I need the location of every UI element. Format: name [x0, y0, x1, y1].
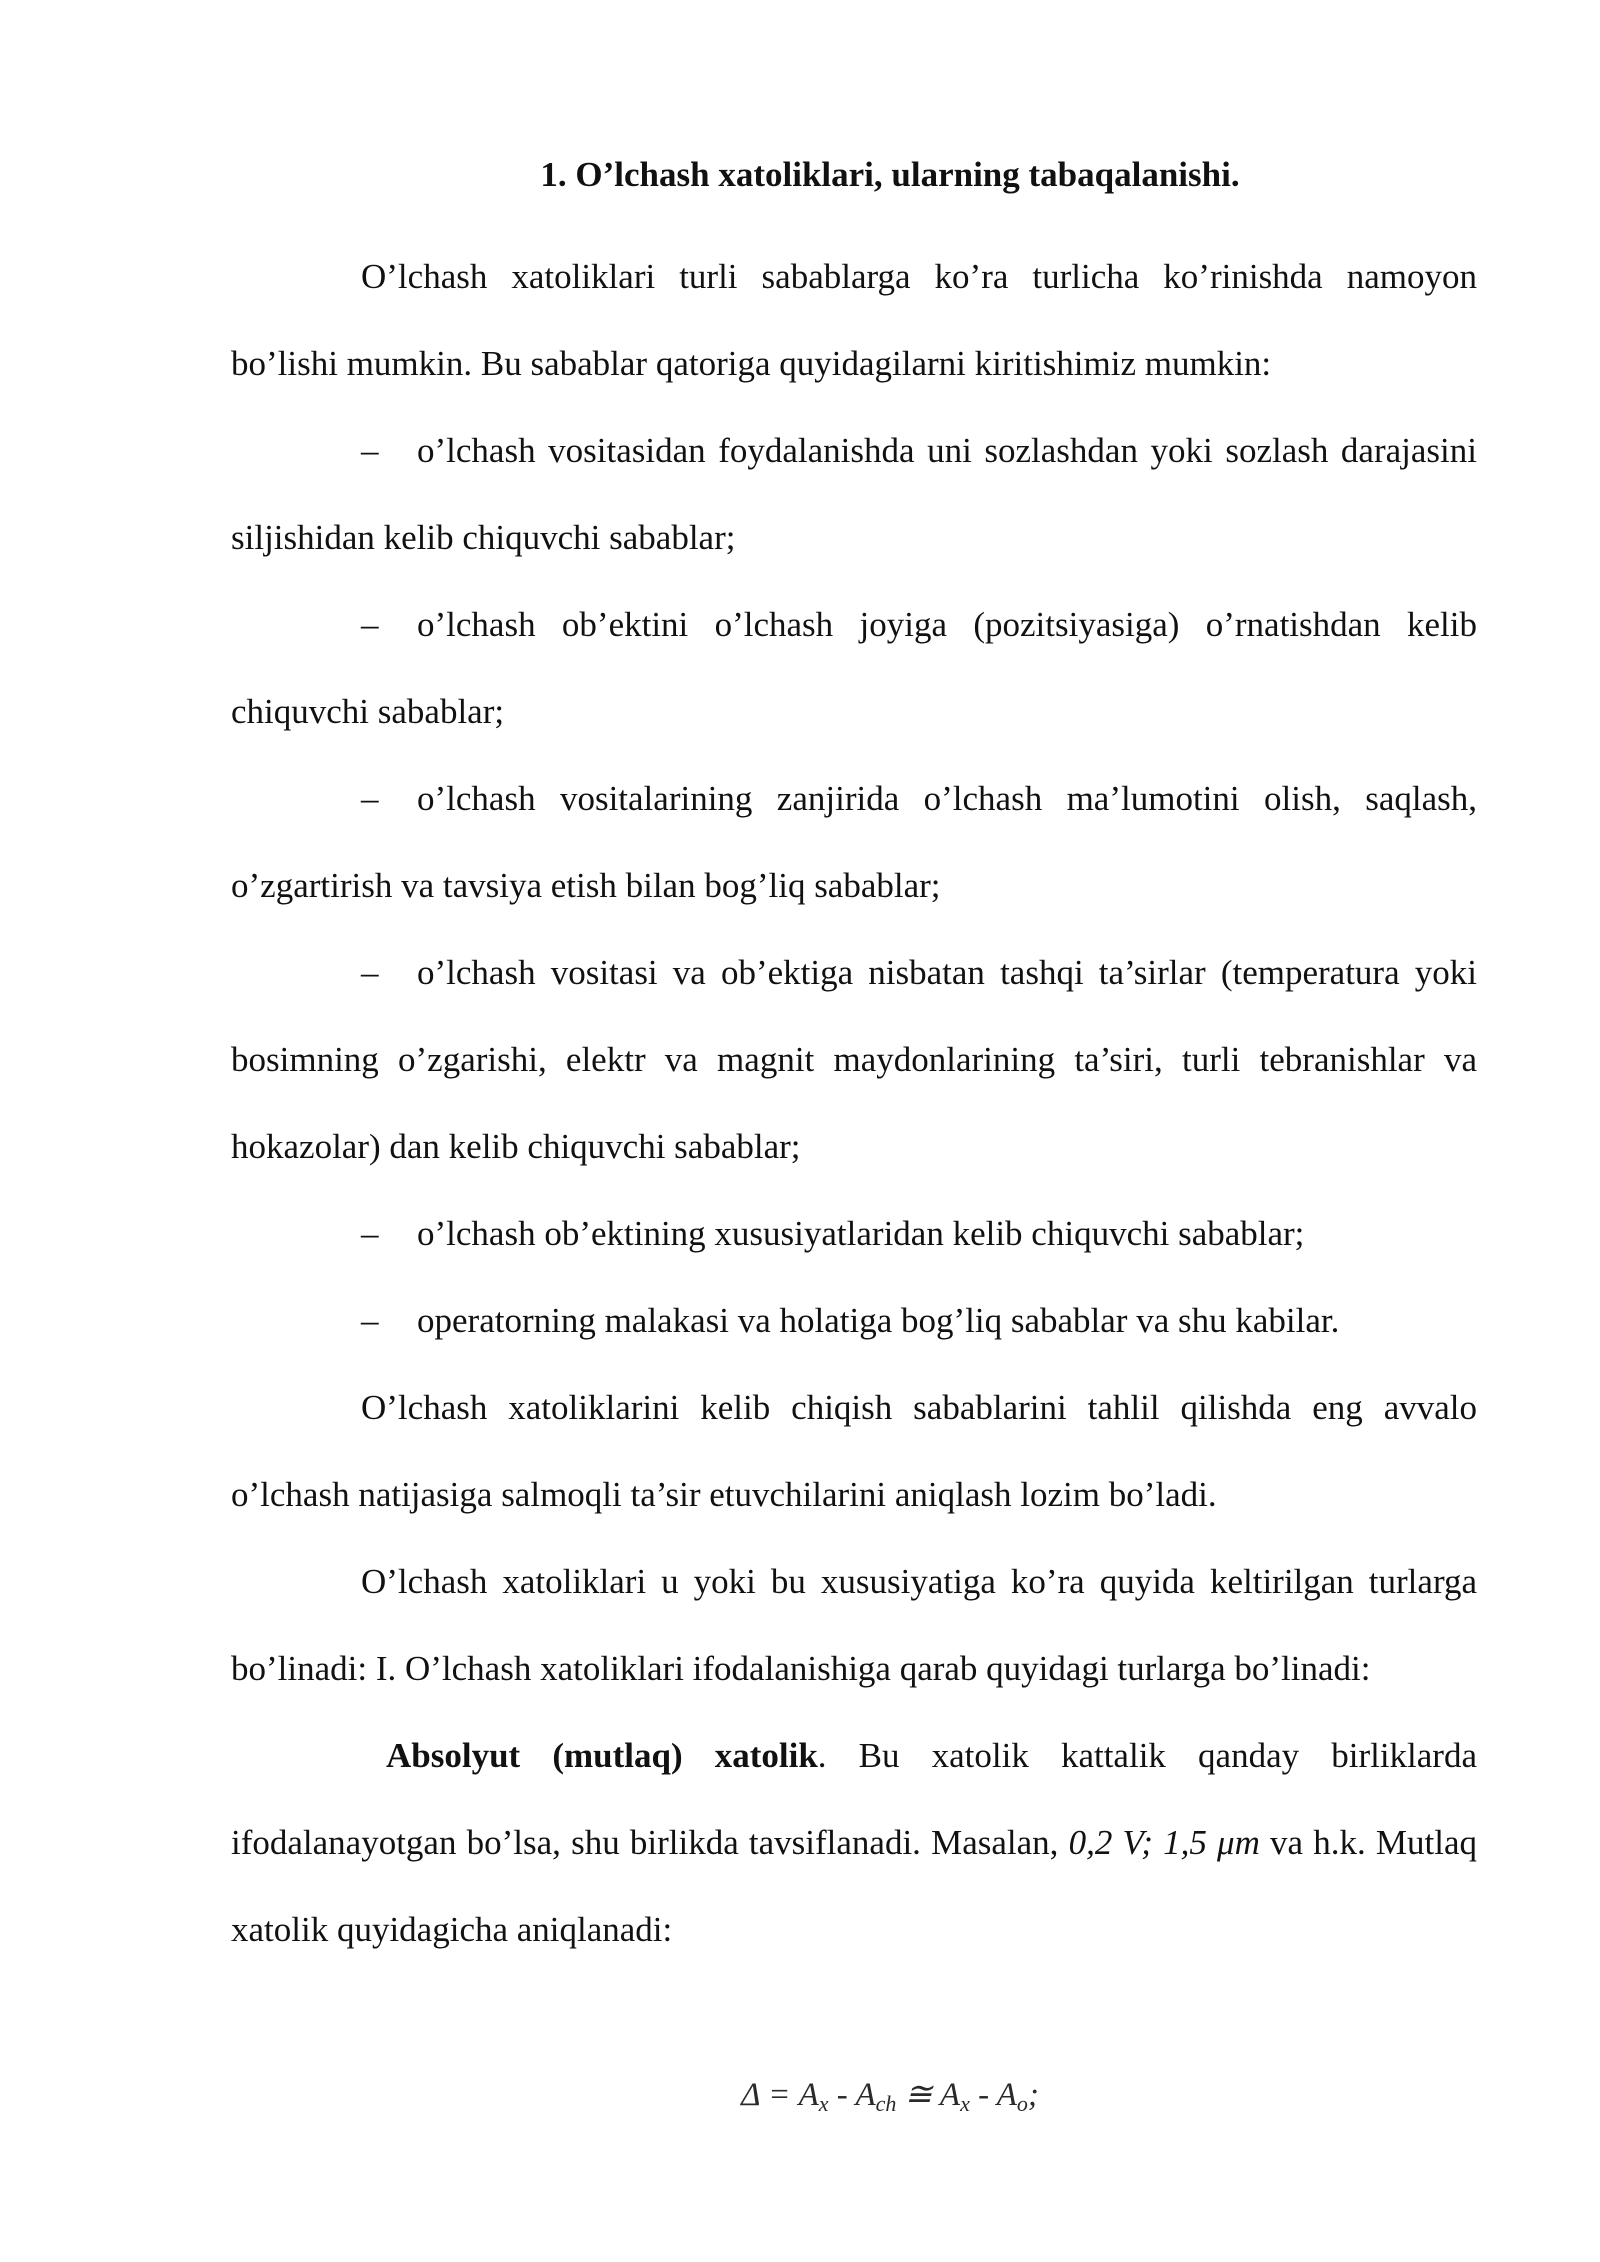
list-item-text: o’lchash vositasi va ob’ektiga nisbatan tashqi ta’sirlar (temperatura yoki bosimning o’zgarishi, elektr va magnit maydonlarining ta’siri, turli tebranishlar va hokazolar) dan kelib chiquvchi sabablar; [231, 953, 1477, 1166]
list-item [231, 407, 1477, 581]
section-heading: 1. O’lchash xatoliklari, ularning tabaqalanishi. [540, 155, 1240, 194]
formula-subscript: x [818, 2091, 829, 2116]
example-values: 0,2 V; 1,5 μm [1068, 1823, 1260, 1862]
bullet-dash: – [361, 953, 379, 992]
analysis-paragraph: O’lchash xatoliklarini kelib chiqish sabablarini tahlil qilishda eng avvalo o’lchash natijasiga salmoqli ta’sir etuvchilarini aniqlash lozim bo’ladi. [231, 1388, 1477, 1514]
intro-paragraph: O’lchash xatoliklari turli sabablarga ko’ra turlicha ko’rinishda namoyon bo’lishi mumkin. Bu sabablar qatoriga quyidagilarni kiritishimiz mumkin: [231, 257, 1477, 383]
absolute-error-text: . Bu xatolik kattalik qanday birliklarda ifodalanayotgan bo’lsa, shu birlikda tavsiflanadi. Masalan, [231, 1736, 1477, 1862]
list-item [231, 1190, 1477, 1277]
list-item-text: o’lchash ob’ektining xususiyatlaridan kelib chiquvchi sabablar; [417, 1214, 1305, 1253]
bullet-dash: – [361, 605, 379, 644]
absolute-error-term: Absolyut (mutlaq) xatolik [386, 1736, 818, 1775]
document-body [231, 233, 1477, 1973]
bullet-dash: – [361, 779, 379, 818]
formula-subscript: ch [875, 2091, 897, 2116]
formula-part: ; [1027, 2077, 1039, 2113]
bullet-dash: – [361, 1301, 379, 1340]
formula-subscript: o [1016, 2091, 1028, 2116]
list-item [231, 581, 1477, 755]
formula-subscript: x [960, 2091, 970, 2116]
bullet-dash: – [361, 431, 379, 470]
formula-part: Δ = A [741, 2077, 819, 2113]
bullet-dash: – [361, 1214, 379, 1253]
absolute-error-text-end: va h.k. Mutlaq xatolik quyidagicha aniqlanadi: [231, 1823, 1477, 1949]
absolute-error-formula [0, 2070, 1600, 2129]
formula-part: ≅ A [896, 2077, 961, 2113]
list-item-text: o’lchash ob’ektini o’lchash joyiga (pozitsiyasiga) o’rnatishdan kelib chiquvchi sabablar; [231, 605, 1477, 731]
list-item [231, 1277, 1477, 1364]
list-item-text: operatorning malakasi va holatiga bog’liq sabablar va shu kabilar. [417, 1301, 1340, 1340]
formula-part: - A [828, 2077, 876, 2113]
absolute-error-paragraph [231, 1712, 1477, 1973]
types-paragraph: O’lchash xatoliklari u yoki bu xususiyatiga ko’ra quyida keltirilgan turlarga bo’linadi: I. O’lchash xatoliklari ifodalanishiga qarab quyidagi turlarga bo’linadi: [231, 1562, 1477, 1688]
list-item [231, 929, 1477, 1190]
list-item-text: o’lchash vositalarining zanjirida o’lchash ma’lumotini olish, saqlash, o’zgartirish va tavsiya etish bilan bog’liq sabablar; [231, 779, 1477, 905]
list-item [231, 755, 1477, 929]
formula-part: - A [969, 2077, 1017, 2113]
list-item-text: o’lchash vositasidan foydalanishda uni sozlashdan yoki sozlash darajasini siljishidan kelib chiquvchi sabablar; [231, 431, 1477, 557]
